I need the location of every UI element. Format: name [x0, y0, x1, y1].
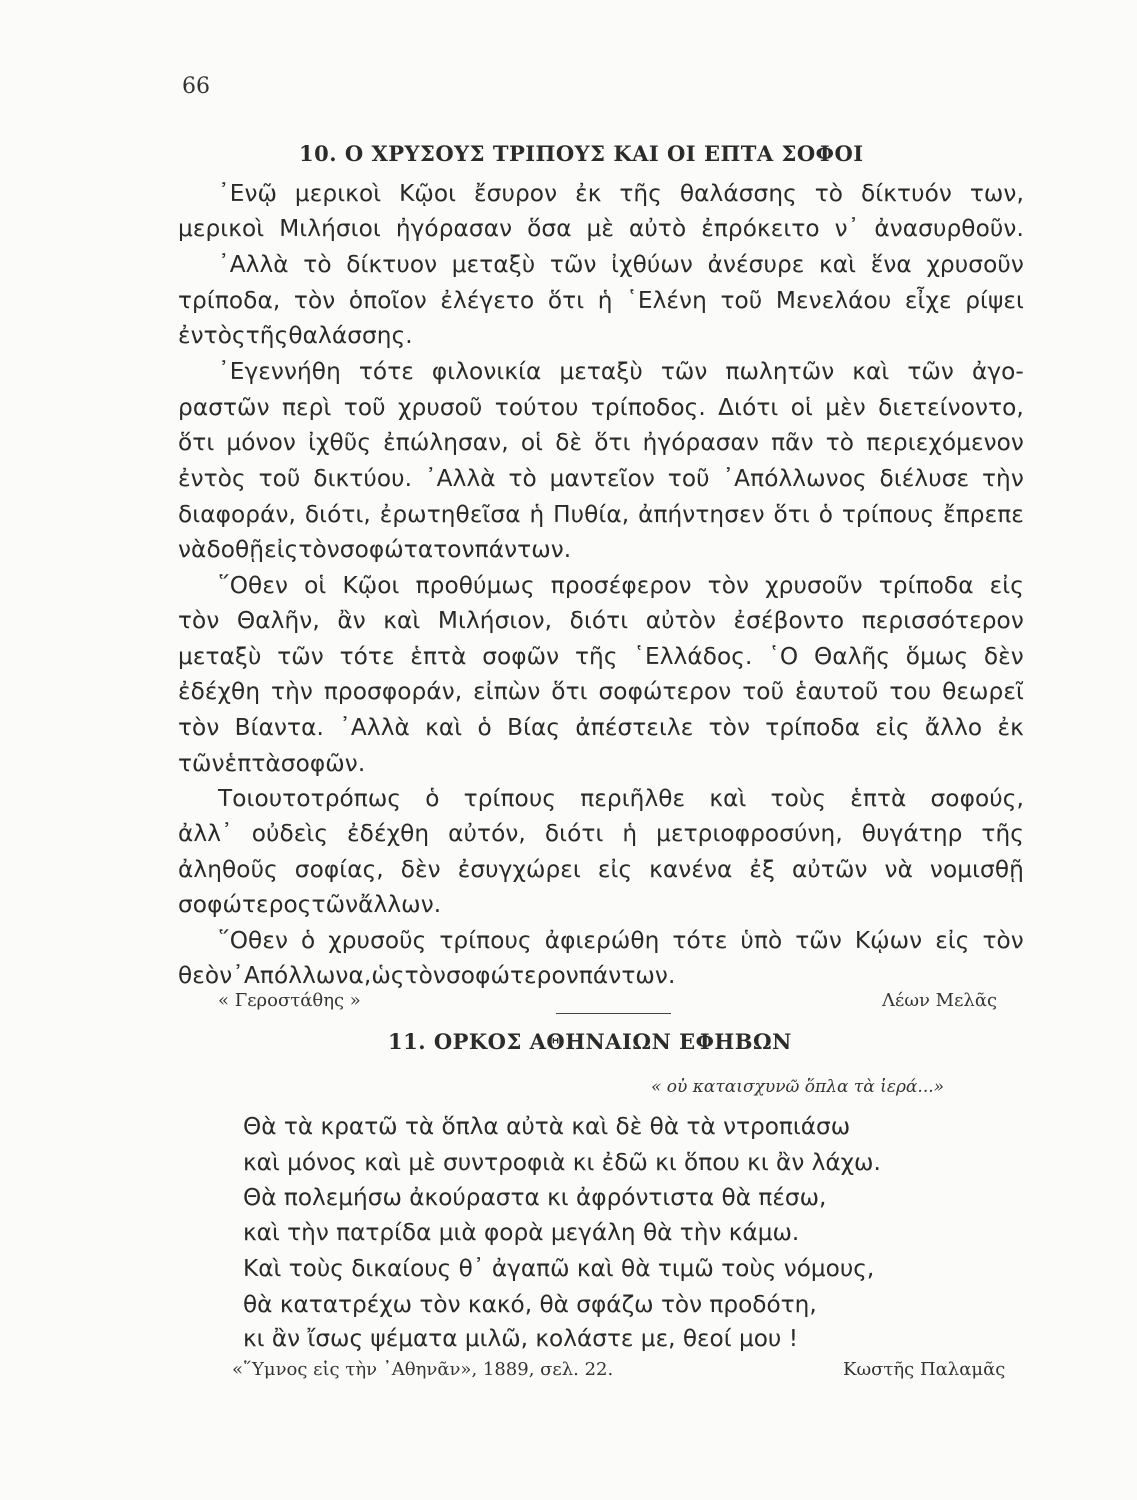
- prose-line: [178, 714, 1024, 741]
- prose-word: διαφοράν,: [178, 501, 297, 528]
- prose-word: καὶ: [819, 251, 857, 278]
- prose-word: εἰς: [264, 536, 299, 563]
- prose-word: διότι: [569, 607, 629, 634]
- prose-word: μεταξὺ: [451, 251, 536, 278]
- prose-word: τότε: [672, 927, 728, 954]
- prose-line: [218, 572, 1024, 599]
- prose-word: τῆς: [981, 820, 1024, 847]
- prose-word: ᾿Εγεννήθη: [218, 358, 341, 385]
- poem-line: κι ἂν ἴσως ψέματα μιλῶ, κολάστε με, θεοί μου !: [243, 1325, 798, 1352]
- prose-word: δὲν: [983, 643, 1024, 670]
- prose-word: ἠγόρασαν: [642, 429, 759, 456]
- prose-line: [178, 891, 1024, 918]
- prose-word: θαλάσσης.: [288, 322, 413, 349]
- prose-word: ἀφιερώθη: [544, 927, 660, 954]
- prose-word: τῶν: [311, 891, 359, 918]
- prose-line: [178, 394, 1024, 421]
- prose-word: μερικοὶ: [294, 180, 382, 207]
- prose-word: τὸν: [708, 714, 751, 741]
- prose-word: ἄλλο: [924, 714, 983, 741]
- prose-word: Κῷοι: [399, 180, 457, 207]
- prose-word: Κῴων: [854, 927, 923, 954]
- prose-word: εἰς: [875, 714, 910, 741]
- prose-word: εἰς: [597, 856, 633, 883]
- prose-word: ἐκ: [997, 714, 1024, 741]
- prose-line: [178, 322, 1024, 349]
- prose-word: σοφώτατον: [339, 536, 475, 563]
- prose-word: των,: [969, 180, 1024, 207]
- prose-word: τῆς: [245, 322, 289, 349]
- prose-word: μερικοὶ: [178, 215, 265, 242]
- prose-word: φιλονικία: [431, 358, 542, 385]
- prose-word: ῞Οθεν: [218, 927, 289, 954]
- prose-word: τοῦ: [667, 465, 710, 492]
- prose-word: τοῦ: [742, 678, 785, 705]
- prose-word: τρίπους: [463, 785, 557, 812]
- prose-word: ὡς: [371, 962, 405, 989]
- prose-word: χρυσοῦν: [926, 251, 1024, 278]
- prose-word: τρίποδα,: [178, 287, 281, 314]
- prose-word: σοφίας,: [294, 856, 384, 883]
- prose-word: διότι: [544, 820, 604, 847]
- prose-word: δικτύου.: [313, 465, 413, 492]
- prose-word: τὸν: [178, 607, 220, 634]
- prose-word: θαλάσσης: [679, 180, 797, 207]
- prose-word: πάντων.: [474, 536, 572, 563]
- prose-word: ἠγόρασαν: [395, 215, 513, 242]
- prose-word: εἰς: [935, 927, 970, 954]
- prose-word: ὁ: [818, 501, 833, 528]
- prose-line: [178, 287, 1024, 314]
- author-name: Λέων Μελᾶς: [882, 990, 998, 1011]
- prose-word: τὸν: [298, 536, 340, 563]
- prose-line: [218, 180, 1024, 207]
- prose-word: ἕνα: [870, 251, 912, 278]
- prose-word: θεωρεῖ: [942, 678, 1024, 705]
- prose-line: [178, 820, 1024, 847]
- prose-word: νομισθῇ: [929, 856, 1024, 883]
- prose-word: ἑαυτοῦ: [795, 678, 879, 705]
- prose-word: θυγάτηρ: [861, 820, 963, 847]
- prose-word: ῾Ο: [768, 643, 799, 670]
- prose-line: [178, 607, 1024, 634]
- prose-word: ὅσα: [527, 215, 572, 242]
- prose-word: τὸν: [178, 714, 220, 741]
- prose-word: ἄλλων.: [358, 891, 442, 918]
- prose-word: καὶ: [709, 785, 747, 812]
- prose-word: ὅτι: [547, 287, 585, 314]
- prose-word: οἱ: [520, 429, 544, 456]
- prose-word: ἀνασυρθοῦν.: [874, 215, 1024, 242]
- prose-word: ἐντὸς: [178, 322, 246, 349]
- prose-word: ἐλέγετο: [440, 287, 535, 314]
- prose-word: τῶν: [907, 358, 954, 385]
- prose-line: [178, 678, 1024, 705]
- prose-line: [178, 856, 1024, 883]
- prose-word: τὸ: [508, 465, 537, 492]
- poem-line: καὶ μόνος καὶ μὲ συντροφιὰ κι ἐδῶ κι ὅπου κι ἂν λάχω.: [243, 1149, 881, 1176]
- prose-word: δίκτυόν: [861, 180, 952, 207]
- poem-line: θὰ κατατρέχω τὸν κακό, θὰ σφάζω τὸν προδότη,: [243, 1291, 817, 1318]
- prose-word: ὅμως: [905, 643, 969, 670]
- prose-word: σοφῶν.: [280, 750, 366, 777]
- prose-word: ὅτι: [594, 429, 631, 456]
- prose-word: τὸν: [404, 962, 446, 989]
- prose-word: σοφῶν: [482, 643, 560, 670]
- prose-word: ἐξ: [749, 856, 776, 883]
- prose-word: ἀπέστειλε: [575, 714, 694, 741]
- section-title: 10. Ο ΧΡΥΣΟΥΣ ΤΡΙΠΟΥΣ ΚΑΙ ΟΙ ΕΠΤΑ ΣΟΦΟΙ: [299, 141, 864, 166]
- prose-word: ὅτι: [551, 678, 588, 705]
- source-citation: « Γεροστάθης »: [218, 990, 361, 1011]
- prose-word: ἂν: [337, 607, 366, 634]
- prose-word: τοῦ: [258, 465, 301, 492]
- prose-word: καὶ: [383, 607, 421, 634]
- prose-word: τῶν: [277, 643, 324, 670]
- prose-line: [178, 215, 1024, 242]
- prose-word: ἐδέχθη: [178, 678, 261, 705]
- prose-line: [178, 750, 1024, 777]
- section-divider: [556, 1013, 671, 1014]
- prose-word: εἰς: [989, 572, 1024, 599]
- prose-word: ὑπὸ: [740, 927, 783, 954]
- prose-word: σοφώτερον: [598, 678, 732, 705]
- prose-word: ῾Ελένη: [626, 287, 707, 314]
- prose-word: χρυσοῦς: [328, 927, 427, 954]
- prose-word: τὸ: [825, 429, 855, 456]
- prose-word: ὅτι: [178, 429, 215, 456]
- prose-word: Πυθία,: [553, 501, 630, 528]
- prose-word: θεὸν: [178, 962, 233, 989]
- prose-word: ἀγο-: [971, 358, 1024, 385]
- prose-word: τῶν: [178, 750, 225, 777]
- prose-word: σοφώτερον: [445, 962, 579, 989]
- prose-word: ἐσυγχώρει: [457, 856, 581, 883]
- prose-word: τότε: [339, 643, 395, 670]
- prose-word: νὰ: [884, 856, 913, 883]
- prose-word: ὁποῖον: [348, 287, 427, 314]
- prose-word: Μιλήσιον,: [437, 607, 553, 634]
- prose-word: αὐτόν,: [448, 820, 526, 847]
- prose-word: τῆς: [574, 643, 618, 670]
- prose-word: ἀπήντησεν: [638, 501, 765, 528]
- prose-word: διέλυσε: [879, 465, 970, 492]
- prose-word: ᾿Αλλὰ: [424, 465, 496, 492]
- prose-word: προσέφερον: [550, 572, 692, 599]
- prose-word: Θαλῆς: [813, 643, 891, 670]
- prose-word: ἰχθύων: [611, 251, 693, 278]
- prose-word: τρίποδα: [878, 572, 974, 599]
- prose-word: τὸν: [982, 927, 1024, 954]
- prose-word: Θαλῆν,: [236, 607, 320, 634]
- prose-word: τρίπους: [841, 501, 935, 528]
- prose-line: [178, 429, 1024, 456]
- prose-word: τὸν: [293, 287, 336, 314]
- prose-word: μὲ: [586, 215, 615, 242]
- prose-word: καὶ: [425, 714, 463, 741]
- prose-word: ὅτι: [773, 501, 810, 528]
- epigraph: « οὐ καταισχυνῶ ὅπλα τὰ ἱερά...»: [651, 1077, 945, 1097]
- prose-word: ραστῶν: [178, 394, 270, 421]
- prose-word: μὲν: [825, 394, 866, 421]
- prose-word: σοφώτερος: [178, 891, 312, 918]
- prose-line: [218, 251, 1024, 278]
- prose-word: Διότι: [718, 394, 779, 421]
- prose-word: κανένα: [649, 856, 733, 883]
- prose-word: ἀνέσυρε: [707, 251, 805, 278]
- prose-line: [178, 643, 1024, 670]
- prose-word: τὸν: [707, 572, 750, 599]
- prose-word: Κῷοι: [342, 572, 400, 599]
- prose-word: τῆς: [619, 180, 662, 207]
- prose-word: ἡ: [622, 820, 638, 847]
- prose-word: μεταξὺ: [559, 358, 643, 385]
- prose-word: ν᾿: [834, 215, 860, 242]
- prose-word: ἐπώλησαν,: [383, 429, 509, 456]
- prose-word: ἑπτὰ: [850, 785, 907, 812]
- prose-word: Μιλήσιοι: [279, 215, 381, 242]
- prose-word: ἰχθῦς: [308, 429, 372, 456]
- prose-word: ἑπτὰ: [224, 750, 281, 777]
- prose-word: καὶ: [852, 358, 890, 385]
- prose-word: αὐτὸ: [628, 215, 687, 242]
- prose-word: τοῦ: [720, 287, 763, 314]
- prose-word: περιῆλθε: [580, 785, 686, 812]
- prose-word: ἔπρεπε: [943, 501, 1024, 528]
- prose-word: ὁ: [300, 927, 316, 954]
- prose-word: ἡ: [529, 501, 545, 528]
- prose-word: τὸ: [303, 251, 332, 278]
- prose-line: [178, 465, 1024, 492]
- prose-word: τοῦ: [343, 394, 386, 421]
- author-name: Κωστῆς Παλαμᾶς: [843, 1359, 1006, 1380]
- prose-word: του: [889, 678, 932, 705]
- prose-word: ἑπτὰ: [410, 643, 467, 670]
- prose-word: ἐρωτηθεῖσα: [379, 501, 521, 528]
- prose-line: [178, 536, 1024, 563]
- prose-word: οἱ: [790, 394, 813, 421]
- prose-word: αὐτὸν: [645, 607, 717, 634]
- poem-line: Καὶ τοὺς δικαίους θ᾿ ἀγαπῶ καὶ θὰ τιμῶ τοὺς νόμους,: [243, 1255, 875, 1282]
- prose-line: [218, 358, 1024, 385]
- prose-word: δὲ: [555, 429, 583, 456]
- prose-word: τότε: [358, 358, 414, 385]
- prose-word: Μενελάου: [775, 287, 892, 314]
- section-title: 11. ΟΡΚΟΣ ΑΘΗΝΑΙΩΝ ΕΦΗΒΩΝ: [388, 1029, 792, 1054]
- prose-word: οἱ: [304, 572, 327, 599]
- prose-line: [218, 785, 1024, 812]
- poem-line: Θὰ τὰ κρατῶ τὰ ὅπλα αὐτὰ καὶ δὲ θὰ τὰ ντροπιάσω: [243, 1113, 851, 1140]
- prose-word: δίκτυον: [346, 251, 438, 278]
- prose-word: πάντων.: [578, 962, 676, 989]
- prose-word: ὁ: [477, 714, 492, 741]
- prose-word: τούτου: [494, 394, 579, 421]
- prose-word: χρυσοῦ: [398, 394, 483, 421]
- prose-word: σοφούς,: [930, 785, 1024, 812]
- prose-word: εἰπὼν: [473, 678, 541, 705]
- prose-word: περὶ: [281, 394, 332, 421]
- prose-word: ἔσυρον: [474, 180, 558, 207]
- prose-word: μαντεῖον: [549, 465, 655, 492]
- prose-line: [178, 501, 1024, 528]
- prose-word: Τοιουτοτρόπως: [218, 785, 402, 812]
- prose-word: τῶν: [660, 358, 708, 385]
- prose-word: τὴν: [982, 465, 1024, 492]
- prose-word: ἀλλ᾿: [178, 820, 233, 847]
- prose-word: ἀληθοῦς: [178, 856, 278, 883]
- prose-word: τρίπους: [439, 927, 532, 954]
- prose-word: τρίποδος.: [590, 394, 706, 421]
- prose-word: ῾Ελλάδος.: [633, 643, 753, 670]
- prose-word: ῞Οθεν: [218, 572, 289, 599]
- prose-word: τῶν: [549, 251, 597, 278]
- prose-word: προσφοράν,: [323, 678, 463, 705]
- prose-word: δὲν: [400, 856, 441, 883]
- prose-word: πωλητῶν: [725, 358, 835, 385]
- prose-word: προθύμως: [415, 572, 535, 599]
- prose-word: ᾿Αλλὰ: [339, 714, 410, 741]
- prose-word: πᾶν: [771, 429, 814, 456]
- prose-word: ᾿Αλλὰ: [218, 251, 289, 278]
- prose-word: Βίαντα.: [234, 714, 324, 741]
- prose-word: εἶχε: [904, 287, 952, 314]
- prose-line: [178, 962, 1024, 989]
- prose-word: περιεχόμενον: [866, 429, 1024, 456]
- prose-word: ᾿Απόλλωνος: [722, 465, 867, 492]
- prose-word: διότι,: [304, 501, 371, 528]
- poem-line: Θὰ πολεμήσω ἀκούραστα κι ἀφρόντιστα θὰ πέσω,: [243, 1184, 827, 1211]
- prose-word: διετείνοντο,: [878, 394, 1024, 421]
- prose-word: τὸ: [814, 180, 844, 207]
- prose-word: ᾿Ενῷ: [218, 180, 278, 207]
- prose-word: μεταξὺ: [178, 643, 262, 670]
- prose-word: ἐπρόκειτο: [701, 215, 820, 242]
- prose-word: ἐδέχθη: [347, 820, 430, 847]
- prose-word: ρίψει: [965, 287, 1024, 314]
- prose-word: ἐσέβοντο: [733, 607, 845, 634]
- prose-word: τῶν: [795, 927, 842, 954]
- prose-word: ἡ: [597, 287, 613, 314]
- prose-word: ἐντὸς: [178, 465, 246, 492]
- prose-word: δοθῇ: [206, 536, 265, 563]
- poem-line: καὶ τὴν πατρίδα μιὰ φορὰ μεγάλη θὰ τὴν κάμω.: [243, 1219, 800, 1246]
- prose-line: [218, 927, 1024, 954]
- prose-word: ὁ: [425, 785, 440, 812]
- prose-word: χρυσοῦν: [765, 572, 863, 599]
- prose-word: τρίποδα: [765, 714, 861, 741]
- source-citation: «῞Υμνος εἰς τὴν ᾿Αθηνᾶν», 1889, σελ. 22.: [232, 1359, 614, 1380]
- prose-word: περισσότερον: [861, 607, 1024, 634]
- prose-word: οὐδεὶς: [251, 820, 329, 847]
- prose-word: τοὺς: [770, 785, 827, 812]
- prose-word: νὰ: [178, 536, 207, 563]
- prose-word: αὐτῶν: [792, 856, 868, 883]
- prose-word: τὴν: [271, 678, 313, 705]
- prose-word: μετριοφροσύνη,: [656, 820, 843, 847]
- prose-word: ᾿Απόλλωνα,: [232, 962, 372, 989]
- prose-word: Βίας: [507, 714, 561, 741]
- prose-word: ἐκ: [575, 180, 602, 207]
- page-number: 66: [182, 74, 210, 99]
- prose-word: μόνον: [226, 429, 296, 456]
